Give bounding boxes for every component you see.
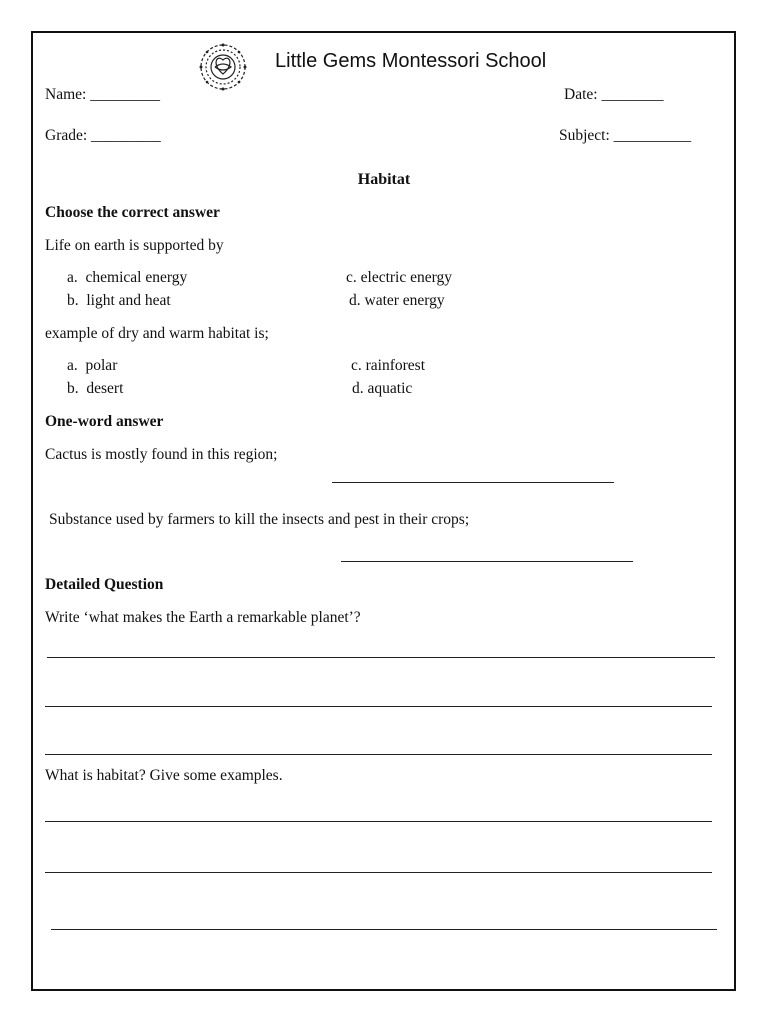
question-2-option-b: b. desert: [67, 380, 124, 397]
answer-line-4: [341, 561, 633, 562]
grade-field-label: Grade: _________: [45, 127, 161, 144]
worksheet-title: Habitat: [357, 171, 411, 188]
answer-line-6a: [45, 821, 712, 822]
question-6-text: What is habitat? Give some examples.: [45, 767, 283, 784]
answer-line-3: [332, 482, 614, 483]
answer-line-5b: [45, 706, 712, 707]
answer-line-6b: [45, 872, 712, 873]
subject-field-label: Subject: __________: [559, 127, 692, 144]
answer-line-5c: [45, 754, 712, 755]
question-1-text: Life on earth is supported by: [45, 237, 224, 254]
school-logo-icon: [195, 42, 251, 92]
answer-line-5a: [47, 657, 715, 658]
question-2-option-c: c. rainforest: [351, 357, 426, 374]
question-1-option-d: d. water energy: [349, 292, 445, 309]
school-name: Little Gems Montessori School: [275, 50, 547, 72]
name-field-label: Name: _________: [45, 86, 160, 103]
question-2-option-d: d. aquatic: [352, 380, 413, 397]
question-2-text: example of dry and warm habitat is;: [45, 325, 269, 342]
one-word-heading: One-word answer: [45, 413, 164, 430]
question-3-text: Cactus is mostly found in this region;: [45, 446, 278, 463]
question-5-text: Write ‘what makes the Earth a remarkable planet’?: [45, 609, 361, 626]
question-2-option-a: a. polar: [67, 357, 118, 374]
mcq-heading: Choose the correct answer: [45, 204, 220, 221]
question-1-option-c: c. electric energy: [346, 269, 452, 286]
question-1-option-a: a. chemical energy: [67, 269, 188, 286]
question-4-text: Substance used by farmers to kill the insects and pest in their crops;: [49, 511, 470, 528]
answer-line-6c: [51, 929, 717, 930]
date-field-label: Date: ________: [564, 86, 664, 103]
detailed-question-heading: Detailed Question: [45, 576, 164, 593]
question-1-option-b: b. light and heat: [67, 292, 171, 309]
